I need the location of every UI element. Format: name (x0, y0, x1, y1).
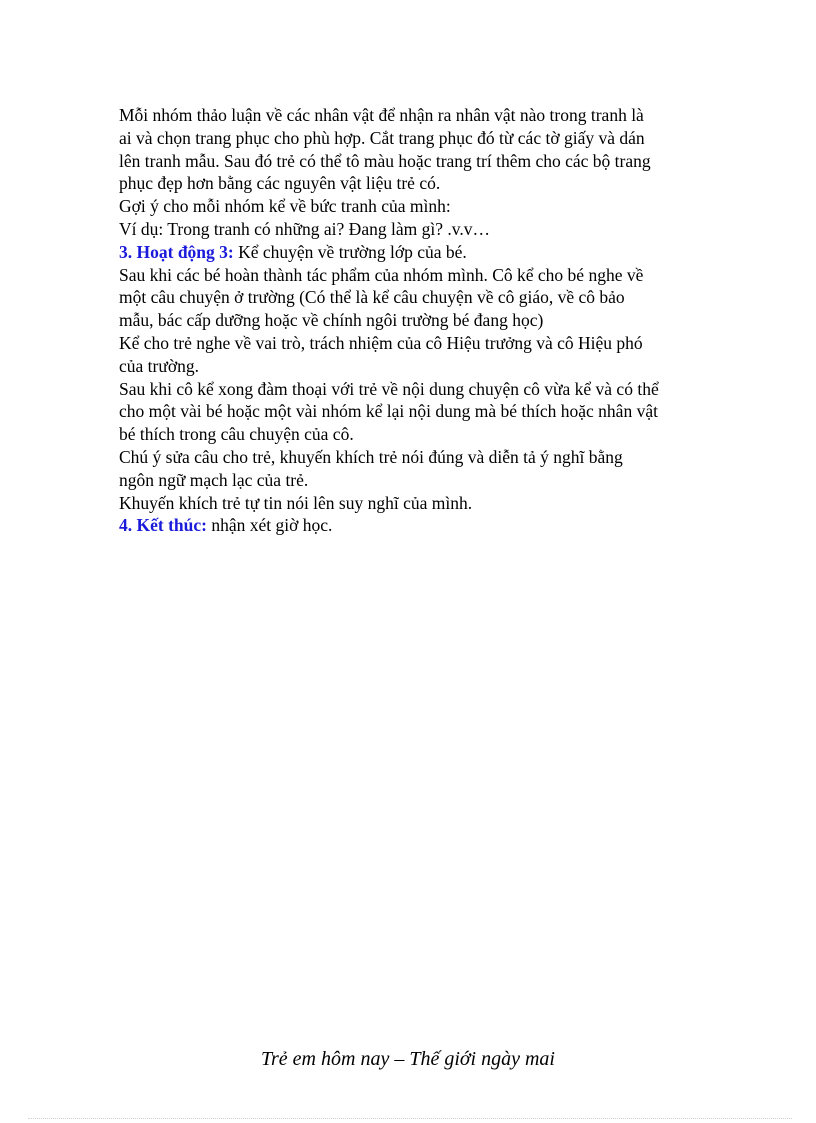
footer-slogan: Trẻ em hôm nay – Thế giới ngày mai (261, 1048, 555, 1070)
paragraph-line: Kể cho trẻ nghe về vai trò, trách nhiệm của cô Hiệu trưởng và cô Hiệu phó (119, 332, 643, 353)
paragraph-line: Sau khi cô kể xong đàm thoại với trẻ về nội dung chuyện cô vừa kể và có thể (119, 378, 659, 399)
section-heading-text: nhận xét giờ học. (206, 515, 333, 536)
section-line-conclusion (119, 514, 719, 537)
body-text (119, 104, 719, 537)
paragraph-line: bé thích trong câu chuyện của cô. (119, 424, 354, 445)
section-heading-activity-3: 3. Hoạt động 3: (119, 241, 234, 262)
paragraph-line: ngôn ngữ mạch lạc của trẻ. (119, 469, 309, 490)
paragraph-line: ai và chọn trang phục cho phù hợp. Cắt trang phục đó từ các tờ giấy và dán (119, 127, 645, 148)
paragraph-line: Ví dụ: Trong tranh có những ai? Đang làm gì? .v.v… (119, 218, 490, 239)
paragraph-line: Sau khi các bé hoàn thành tác phẩm của nhóm mình. Cô kể cho bé nghe về (119, 264, 644, 285)
paragraph-line: phục đẹp hơn bằng các nguyên vật liệu trẻ có. (119, 173, 441, 194)
page-footer (0, 1046, 816, 1072)
section-line-activity-3 (119, 241, 719, 264)
paragraph-line: Mỗi nhóm thảo luận về các nhân vật để nhận ra nhân vật nào trong tranh là (119, 105, 644, 125)
paragraph-line: Khuyến khích trẻ tự tin nói lên suy nghĩ của mình. (119, 492, 473, 513)
paragraph-line: lên tranh mẫu. Sau đó trẻ có thể tô màu hoặc trang trí thêm cho các bộ trang (119, 150, 651, 171)
paragraph-line: Gợi ý cho mỗi nhóm kể về bức tranh của mình: (119, 196, 451, 217)
section-heading-text: Kể chuyện về trường lớp của bé. (233, 241, 467, 262)
paragraph-line: mẫu, bác cấp dưỡng hoặc về chính ngôi trường bé đang học) (119, 310, 544, 331)
page-bottom-divider (28, 1118, 792, 1119)
paragraph-line: cho một vài bé hoặc một vài nhóm kể lại nội dung mà bé thích hoặc nhân vật (119, 401, 658, 422)
paragraph-line: của trường. (119, 355, 199, 376)
section-heading-conclusion: 4. Kết thúc: (119, 515, 207, 536)
paragraph-line: một câu chuyện ở trường (Có thể là kể câu chuyện về cô giáo, về cô bảo (119, 287, 625, 308)
paragraph-line: Chú ý sửa câu cho trẻ, khuyến khích trẻ nói đúng và diễn tả ý nghĩ bằng (119, 446, 623, 467)
